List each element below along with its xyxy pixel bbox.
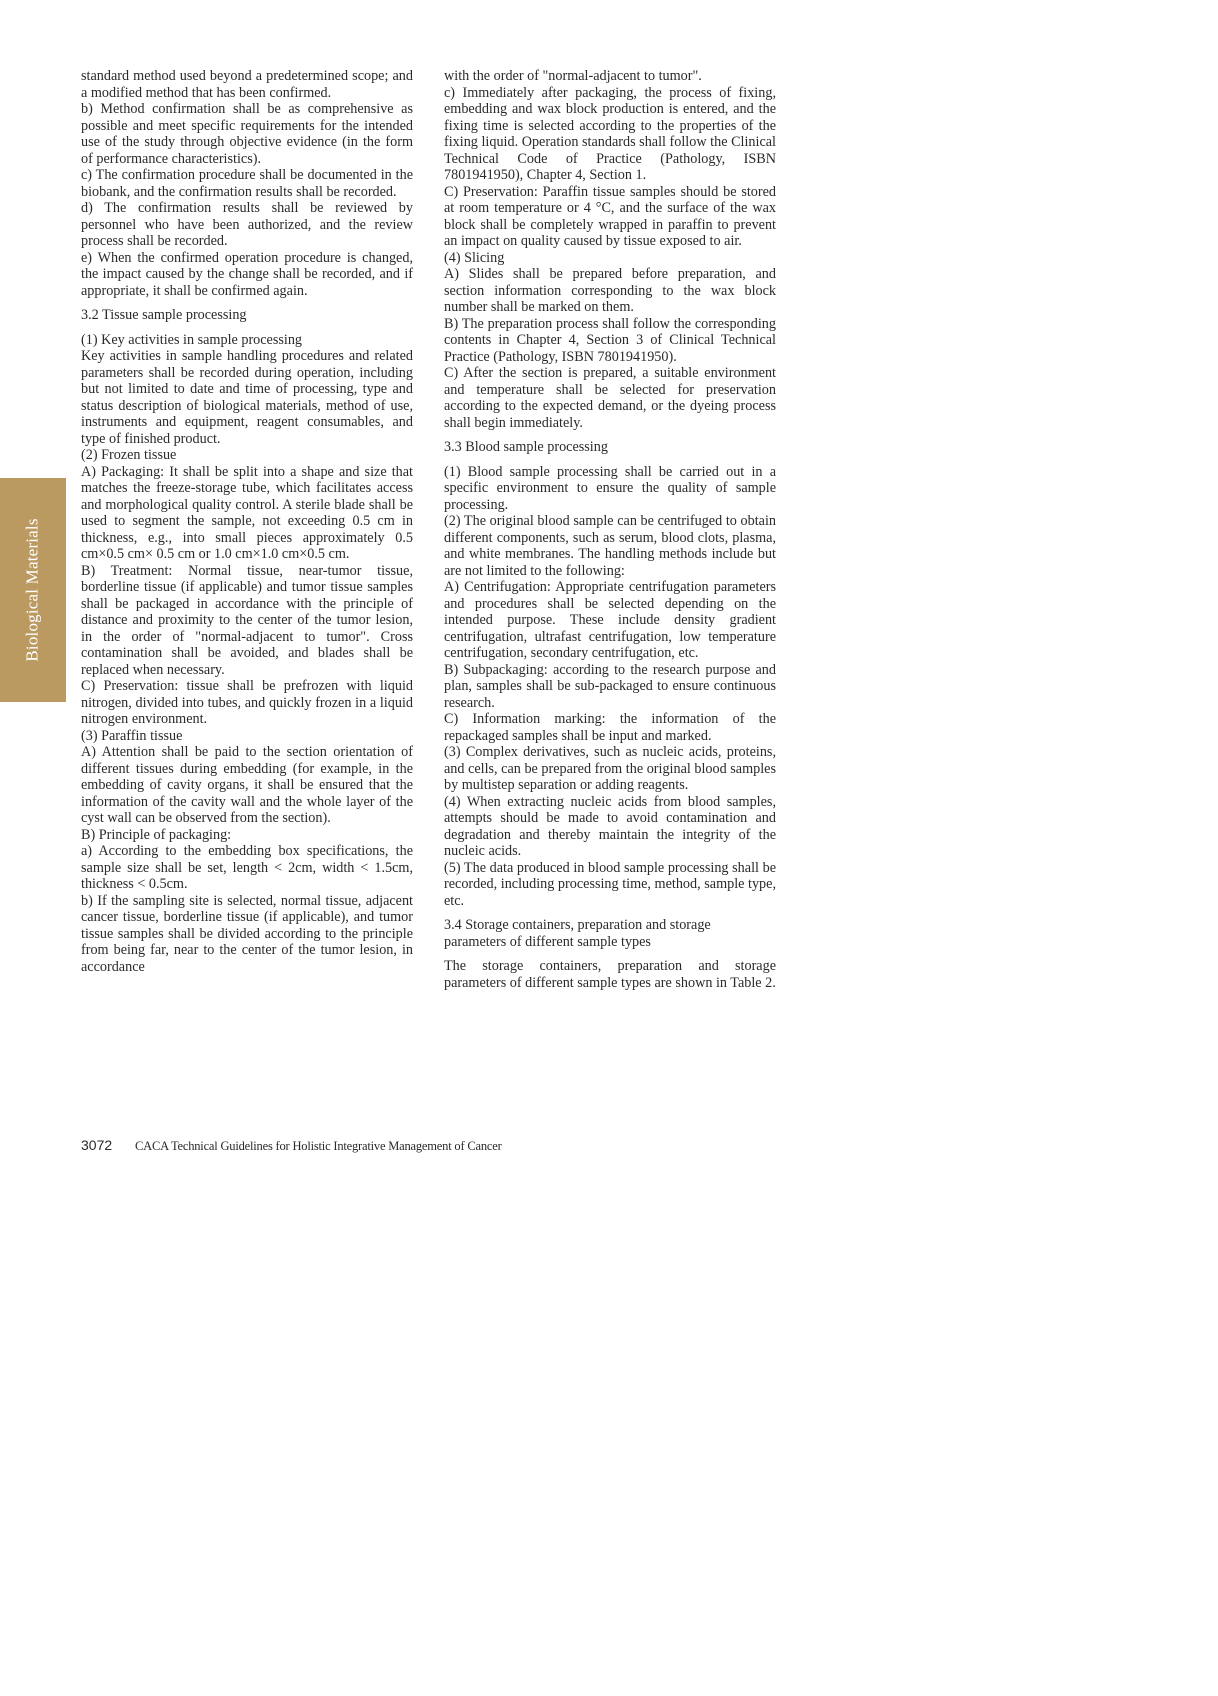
subheading: (2) Frozen tissue bbox=[81, 447, 177, 463]
paragraph: C) Preservation: tissue shall be prefrozen with liquid nitrogen, divided into tubes, and quickly frozen in a liquid nitrogen environment. bbox=[81, 678, 413, 727]
subheading: (4) Slicing bbox=[444, 249, 505, 266]
subheading: (3) Paraffin tissue bbox=[81, 727, 183, 744]
paragraph: (4) When extracting nucleic acids from blood samples, attempts should be made to avoid contamination and degradation and thereby maintain the integrity of the nucleic acids. bbox=[444, 793, 776, 859]
paragraph: a) According to the embedding box specifications, the sample size shall be set, length < 2cm, width < 1.5cm, thickness < 0.5cm. bbox=[81, 843, 413, 892]
right-column bbox=[444, 68, 776, 991]
paragraph: with the order of "normal-adjacent to tumor". bbox=[444, 68, 702, 84]
paragraph: The storage containers, preparation and storage parameters of different sample types are shown in Table 2. bbox=[444, 958, 776, 991]
paragraph: B) Principle of packaging: bbox=[81, 826, 232, 843]
section-heading: 3.4 Storage containers, preparation and storage parameters of different sample types bbox=[444, 917, 711, 950]
paragraph: C) After the section is prepared, a suitable environment and temperature shall be selected for preservation according to the expected demand, or the dyeing process shall begin immediately. bbox=[444, 365, 776, 431]
paragraph: b) If the sampling site is selected, normal tissue, adjacent cancer tissue, borderline tissue (if applicable), and tumor tissue samples shall be divided according to the principle from being far, near to the center of the tumor lesion, in accordance bbox=[81, 892, 413, 975]
paragraph: C) Information marking: the information of the repackaged samples shall be input and marked. bbox=[444, 711, 776, 744]
paragraph: c) Immediately after packaging, the process of fixing, embedding and wax block production is entered, and the fixing time is selected according to the properties of the fixing liquid. Operation standards shall follow the Clinical Technical Code of Practice (Pathology, ISBN 7801941950), Chapter 4, Section 1. bbox=[444, 84, 776, 183]
paragraph: C) Preservation: Paraffin tissue samples should be stored at room temperature or 4 °C, and the surface of the wax block shall be completely wrapped in paraffin to prevent an impact on quality caused by tissue exposed to air. bbox=[444, 183, 776, 249]
paragraph: e) When the confirmed operation procedure is changed, the impact caused by the change shall be recorded, and if appropriate, it shall be confirmed again. bbox=[81, 249, 413, 299]
section-side-tab bbox=[0, 478, 66, 702]
page-footer bbox=[81, 1137, 502, 1154]
page-number: 3072 bbox=[81, 1137, 113, 1153]
paragraph: A) Centrifugation: Appropriate centrifugation parameters and procedures shall be selected depending on the intended purpose. These include density gradient centrifugation, ultrafast centrifugation, low temperature centrifugation, secondary centrifugation, etc. bbox=[444, 579, 776, 661]
running-title: CACA Technical Guidelines for Holistic Integrative Management of Cancer bbox=[135, 1139, 502, 1153]
paragraph: d) The confirmation results shall be reviewed by personnel who have been authorized, and the review process shall be recorded. bbox=[81, 200, 413, 249]
paragraph: (5) The data produced in blood sample processing shall be recorded, including processing time, method, sample type, etc. bbox=[444, 859, 776, 909]
left-column bbox=[81, 68, 413, 975]
paragraph: B) Subpackaging: according to the research purpose and plan, samples shall be sub-packaged to ensure continuous research. bbox=[444, 661, 776, 711]
paragraph: standard method used beyond a predetermined scope; and a modified method that has been confirmed. bbox=[81, 68, 413, 101]
paragraph: (1) Blood sample processing shall be carried out in a specific environment to ensure the quality of sample processing. bbox=[444, 463, 776, 513]
section-heading: 3.3 Blood sample processing bbox=[444, 439, 608, 455]
paragraph: B) The preparation process shall follow the corresponding contents in Chapter 4, Section 3 of Clinical Technical Practice (Pathology, ISBN 7801941950). bbox=[444, 315, 776, 365]
paragraph: A) Packaging: It shall be split into a shape and size that matches the freeze-storage tube, which facilitates access and morphological quality control. A sterile blade shall be used to segment the sample, not exceeding 0.5 cm in thickness, e.g., into small pieces approximately 0.5 cm×0.5 cm× 0.5 cm or 1.0 cm×1.0 cm×0.5 cm. bbox=[81, 463, 413, 562]
paragraph: A) Attention shall be paid to the section orientation of different tissues during embedding (for example, in the embedding of cavity organs, it shall be ensured that the information of the cavity wall and the whole layer of the cyst wall can be observed from the section). bbox=[81, 744, 413, 826]
paragraph: c) The confirmation procedure shall be documented in the biobank, and the confirmation results shall be recorded. bbox=[81, 167, 413, 200]
paragraph: A) Slides shall be prepared before preparation, and section information corresponding to the wax block number shall be marked on them. bbox=[444, 266, 776, 315]
paragraph: (2) The original blood sample can be centrifuged to obtain different components, such as serum, blood clots, plasma, and white membranes. The handling methods include but are not limited to the following: bbox=[444, 513, 776, 579]
side-tab-label: Biological Materials bbox=[23, 518, 42, 662]
section-heading: 3.2 Tissue sample processing bbox=[81, 307, 247, 323]
paragraph: B) Treatment: Normal tissue, near-tumor tissue, borderline tissue (if applicable) and tumor tissue samples shall be packaged in accordance with the principle of distance and proximity to the center of the tumor lesion, in the order of "normal-adjacent to tumor". Cross contamination shall be avoided, and blades shall be replaced when necessary. bbox=[81, 562, 413, 678]
paragraph: b) Method confirmation shall be as comprehensive as possible and meet specific requirements for the intended use of the study through objective evidence (in the form of performance characteristics). bbox=[81, 101, 413, 167]
paragraph: Key activities in sample handling procedures and related parameters shall be recorded during operation, including but not limited to date and time of processing, type and status description of biological materials, method of use, instruments and equipment, reagent consumables, and type of finished product. bbox=[81, 348, 413, 447]
subheading: (1) Key activities in sample processing bbox=[81, 331, 303, 348]
paragraph: (3) Complex derivatives, such as nucleic acids, proteins, and cells, can be prepared from the original blood samples by multistep separation or adding reagents. bbox=[444, 744, 776, 793]
